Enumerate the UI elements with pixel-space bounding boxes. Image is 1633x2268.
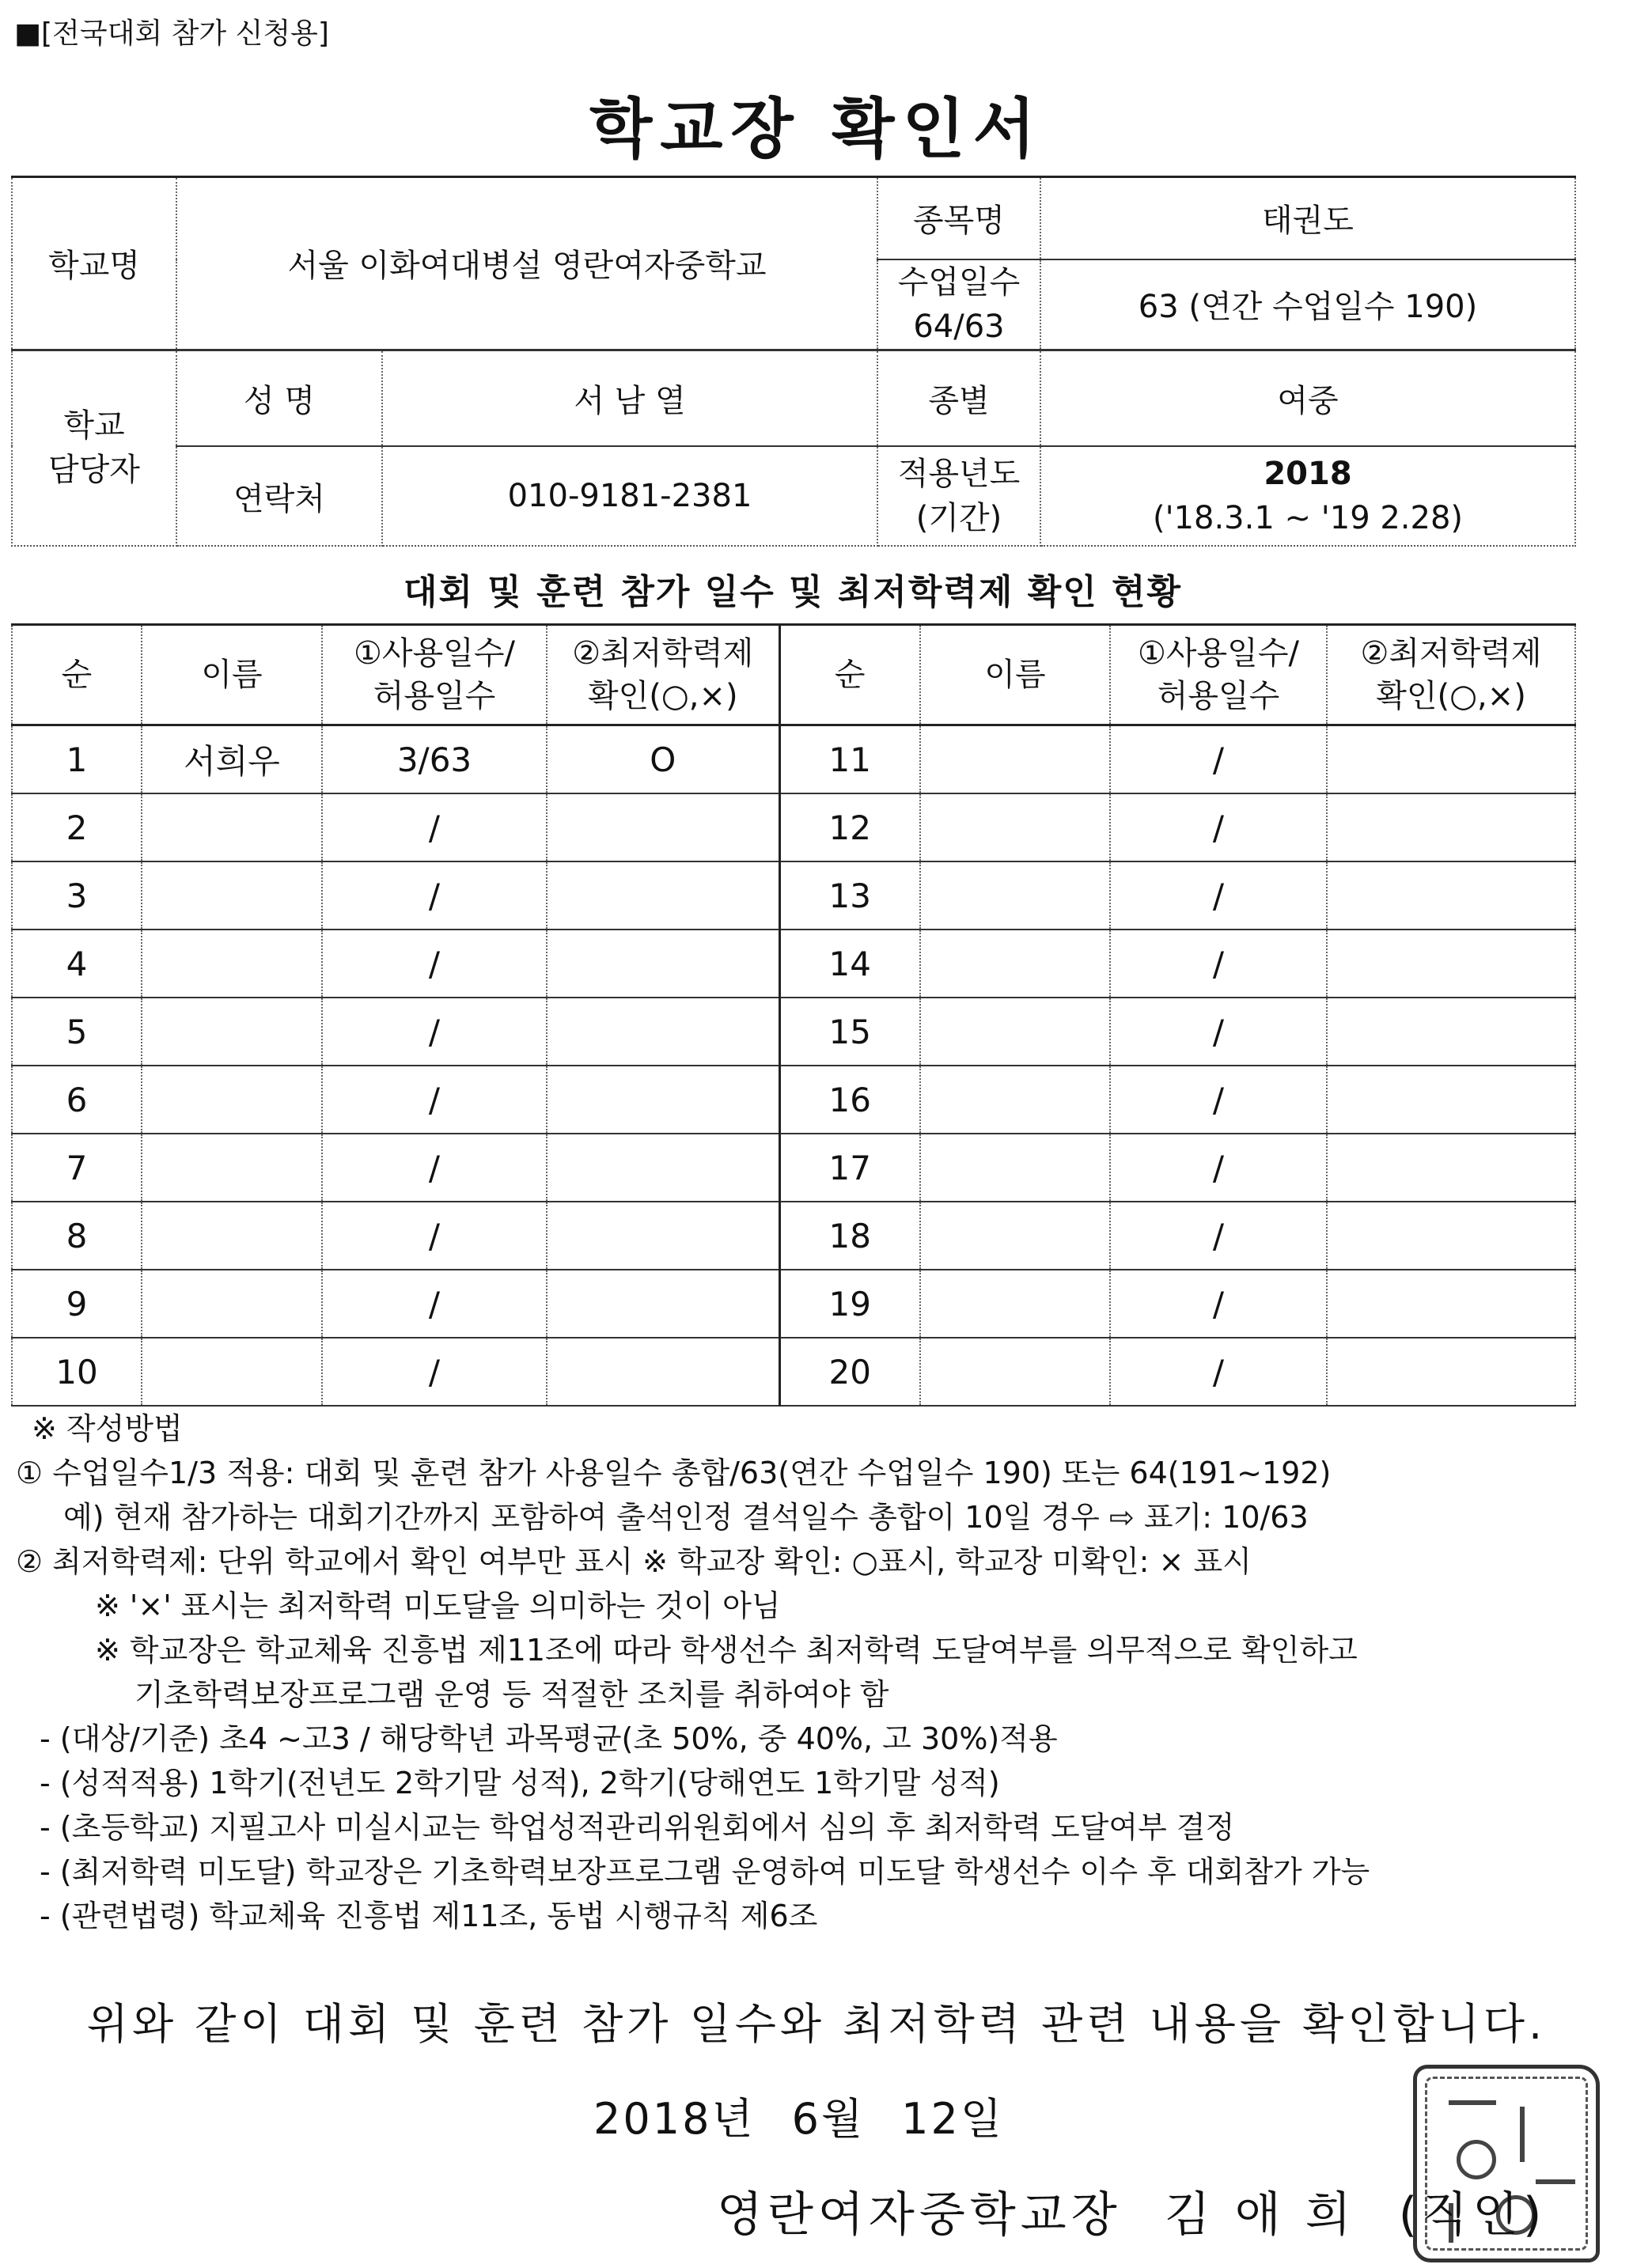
row-no: 7	[12, 1134, 142, 1202]
row-name-right	[920, 1134, 1110, 1202]
signature-seal-mark: (직인)	[1398, 2187, 1547, 2243]
row-days: /	[322, 1134, 547, 1202]
year-value-line2: ('18.3.1 ~ '19 2.28)	[1152, 500, 1464, 536]
row-check	[547, 1270, 779, 1338]
school-info-table	[11, 176, 1576, 547]
row-name-right	[920, 725, 1110, 794]
row-no-right: 12	[779, 793, 920, 861]
contact-value: 010-9181-2381	[382, 446, 877, 546]
row-days: /	[322, 1202, 547, 1270]
header-days-line2: 허용일수	[373, 678, 496, 714]
date-day: 12일	[901, 2094, 1005, 2144]
header-days	[322, 625, 547, 725]
row-check	[547, 793, 779, 861]
header-days-right-line1: ①사용일수/	[1138, 635, 1299, 672]
table-row	[12, 1066, 1575, 1134]
row-no-right: 14	[779, 930, 920, 998]
row-days: /	[322, 1270, 547, 1338]
row-check-right	[1327, 1134, 1575, 1202]
row-check-right	[1327, 1202, 1575, 1270]
header-name-right: 이름	[920, 625, 1110, 725]
signature-line	[717, 2177, 1546, 2245]
row-no-right: 11	[779, 725, 920, 794]
row-days: 3/63	[322, 725, 547, 794]
row-days-right: /	[1110, 725, 1327, 794]
year-label-line1: 적용년도	[897, 456, 1021, 492]
row-no: 2	[12, 793, 142, 861]
row-check	[547, 1134, 779, 1202]
row-name	[142, 1338, 322, 1406]
row-check-right	[1327, 793, 1575, 861]
row-name	[142, 998, 322, 1066]
row-check	[547, 930, 779, 998]
header-name: 이름	[142, 625, 322, 725]
row-name-right	[920, 930, 1110, 998]
row-name	[142, 930, 322, 998]
signature-name: 김 애 희	[1164, 2187, 1356, 2243]
row-name	[142, 1270, 322, 1338]
row-days-right: /	[1110, 998, 1327, 1066]
header-check-right-line2: 확인(○,×)	[1376, 678, 1526, 714]
header-note: ■[전국대회 참가 신청용]	[14, 17, 329, 50]
header-check-right	[1327, 625, 1575, 725]
row-name-right	[920, 1202, 1110, 1270]
table-row	[12, 861, 1575, 930]
table-row	[12, 930, 1575, 998]
table-row	[12, 1134, 1575, 1202]
date-year: 2018년	[593, 2094, 756, 2144]
page-title: 학교장 확인서	[589, 92, 1044, 167]
header-days-right-line2: 허용일수	[1157, 678, 1280, 714]
row-no-right: 15	[779, 998, 920, 1066]
contact-label: 연락처	[176, 446, 382, 546]
row-no-right: 16	[779, 1066, 920, 1134]
signature-school: 영란여자중학교장	[717, 2187, 1122, 2243]
staff-label-line2: 담당자	[48, 452, 140, 489]
section-subtitle: 대회 및 훈련 참가 일수 및 최저학력제 확인 현황	[403, 572, 1183, 612]
row-check-right	[1327, 1338, 1575, 1406]
note-2: ② 최저학력제: 단위 학교에서 확인 여부만 표시 ※ 학교장 확인: ○표시, 학교장 미확인: × 표시	[16, 1544, 1252, 1579]
row-check-right	[1327, 930, 1575, 998]
table-row	[12, 725, 1575, 794]
row-no-right: 19	[779, 1270, 920, 1338]
row-no-right: 13	[779, 861, 920, 930]
row-days-right: /	[1110, 1134, 1327, 1202]
row-no: 10	[12, 1338, 142, 1406]
year-label	[877, 446, 1040, 546]
row-days: /	[322, 793, 547, 861]
name-value: 서 남 열	[382, 350, 877, 446]
school-label: 학교명	[12, 177, 176, 350]
table-row	[12, 1202, 1575, 1270]
row-check: O	[547, 725, 779, 794]
staff-label-line1: 학교	[63, 407, 125, 445]
instructions	[16, 1407, 1622, 1938]
row-name-right	[920, 998, 1110, 1066]
detail-4: - (최저학력 미도달) 학교장은 기초학력보장프로그램 운영하여 미도달 학생선수 이수 후 대회참가 가능	[40, 1854, 1370, 1889]
row-no: 6	[12, 1066, 142, 1134]
row-no: 4	[12, 930, 142, 998]
header-check-line1: ②최저학력제	[572, 635, 754, 672]
row-name: 서희우	[142, 725, 322, 794]
days-label-line1: 수업일수	[897, 263, 1021, 301]
row-days-right: /	[1110, 1270, 1327, 1338]
row-name	[142, 1134, 322, 1202]
staff-label	[12, 350, 176, 546]
name-label: 성 명	[176, 350, 382, 446]
header-check	[547, 625, 779, 725]
school-name: 서울 이화여대병설 영란여자중학교	[176, 177, 877, 350]
detail-5: - (관련법령) 학교체육 진흥법 제11조, 동법 시행규칙 제6조	[40, 1899, 818, 1933]
header-no: 순	[12, 625, 142, 725]
row-name-right	[920, 793, 1110, 861]
days-label-line2: 64/63	[913, 308, 1005, 345]
row-check-right	[1327, 998, 1575, 1066]
row-days-right: /	[1110, 793, 1327, 861]
header-check-right-line1: ②최저학력제	[1360, 635, 1542, 672]
table-row	[12, 1338, 1575, 1406]
row-check-right	[1327, 1066, 1575, 1134]
header-days-line1: ①사용일수/	[354, 635, 515, 672]
detail-2: - (성적적용) 1학기(전년도 2학기말 성적), 2학기(당해연도 1학기말 성적)	[40, 1766, 1000, 1800]
row-check-right	[1327, 1270, 1575, 1338]
confirmation-text: 위와 같이 대회 및 훈련 참가 일수와 최저학력 관련 내용을 확인합니다.	[86, 1999, 1547, 2049]
header-check-line2: 확인(○,×)	[587, 678, 738, 714]
row-no-right: 18	[779, 1202, 920, 1270]
row-check	[547, 998, 779, 1066]
row-days-right: /	[1110, 1202, 1327, 1270]
row-days-right: /	[1110, 1338, 1327, 1406]
row-no: 3	[12, 861, 142, 930]
header-no-right: 순	[779, 625, 920, 725]
row-name	[142, 861, 322, 930]
note-2-a: ※ '×' 표시는 최저학력 미도달을 의미하는 것이 아님	[95, 1588, 781, 1623]
row-check	[547, 1066, 779, 1134]
sport-value: 태권도	[1040, 177, 1575, 259]
detail-1: - (대상/기준) 초4 ~고3 / 해당학년 과목평균(초 50%, 중 40%, 고 30%)적용	[40, 1721, 1058, 1756]
row-check	[547, 1202, 779, 1270]
row-check	[547, 861, 779, 930]
year-value-line1: 2018	[1264, 456, 1352, 492]
row-days-right: /	[1110, 861, 1327, 930]
row-days: /	[322, 1066, 547, 1134]
category-label: 종별	[877, 350, 1040, 446]
row-name-right	[920, 1270, 1110, 1338]
year-value	[1040, 446, 1575, 546]
days-label	[877, 259, 1040, 350]
row-check-right	[1327, 861, 1575, 930]
row-name	[142, 1202, 322, 1270]
row-name-right	[920, 861, 1110, 930]
row-check	[547, 1338, 779, 1406]
row-no: 9	[12, 1270, 142, 1338]
row-name-right	[920, 1338, 1110, 1406]
row-no-right: 20	[779, 1338, 920, 1406]
issue-date	[593, 2085, 1004, 2146]
row-no: 1	[12, 725, 142, 794]
note-2-b: ※ 학교장은 학교체육 진흥법 제11조에 따라 학생선수 최저학력 도달여부를 의무적으로 확인하고	[95, 1633, 1358, 1668]
detail-3: - (초등학교) 지필고사 미실시교는 학업성적관리위원회에서 심의 후 최저학력 도달여부 결정	[40, 1810, 1235, 1845]
table-row	[12, 1270, 1575, 1338]
participation-table	[11, 623, 1576, 1407]
note-1: ① 수업일수1/3 적용: 대회 및 훈련 참가 사용일수 총합/63(연간 수업일수 190) 또는 64(191~192)	[16, 1456, 1332, 1490]
row-days: /	[322, 1338, 547, 1406]
row-check-right	[1327, 725, 1575, 794]
days-value: 63 (연간 수업일수 190)	[1040, 259, 1575, 350]
table-row	[12, 793, 1575, 861]
row-days: /	[322, 930, 547, 998]
row-days-right: /	[1110, 930, 1327, 998]
category-value: 여중	[1040, 350, 1575, 446]
notes-heading: ※ 작성방법	[32, 1411, 183, 1446]
row-name	[142, 1066, 322, 1134]
note-1-example: 예) 현재 참가하는 대회기간까지 포함하여 출석인정 결석일수 총합이 10일 경우 ⇨ 표기: 10/63	[63, 1500, 1309, 1535]
date-month: 6월	[791, 2094, 866, 2144]
row-no: 8	[12, 1202, 142, 1270]
row-days: /	[322, 998, 547, 1066]
year-label-line2: (기간)	[915, 500, 1002, 536]
header-days-right	[1110, 625, 1327, 725]
note-2-b-cont: 기초학력보장프로그램 운영 등 적절한 조치를 취하여야 함	[135, 1677, 889, 1712]
row-days-right: /	[1110, 1066, 1327, 1134]
row-name-right	[920, 1066, 1110, 1134]
row-no: 5	[12, 998, 142, 1066]
table-row	[12, 998, 1575, 1066]
sport-label: 종목명	[877, 177, 1040, 259]
row-no-right: 17	[779, 1134, 920, 1202]
row-days: /	[322, 861, 547, 930]
row-name	[142, 793, 322, 861]
